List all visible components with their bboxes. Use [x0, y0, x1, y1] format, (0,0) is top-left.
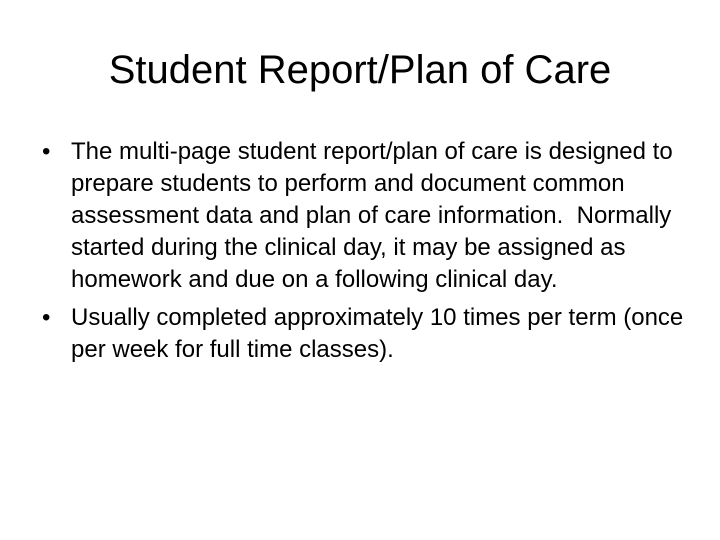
bullet-text-1: The multi-page student report/plan of care is designed to prepare students to perform and document common assessment data and plan of care information. Normally started during the clinical day, it may be assigned as homework and due on a following clinical day. [71, 138, 680, 293]
bullet-item-1 [42, 136, 692, 296]
bullet-list [42, 136, 692, 372]
slide-title: Student Report/Plan of Care [108, 48, 612, 92]
bullet-item-2 [42, 302, 692, 366]
bullet-text-2: Usually completed approximately 10 times per term (once per week for full time classes). [71, 304, 690, 363]
bullet-icon: • [42, 304, 51, 331]
bullet-icon: • [42, 138, 51, 165]
